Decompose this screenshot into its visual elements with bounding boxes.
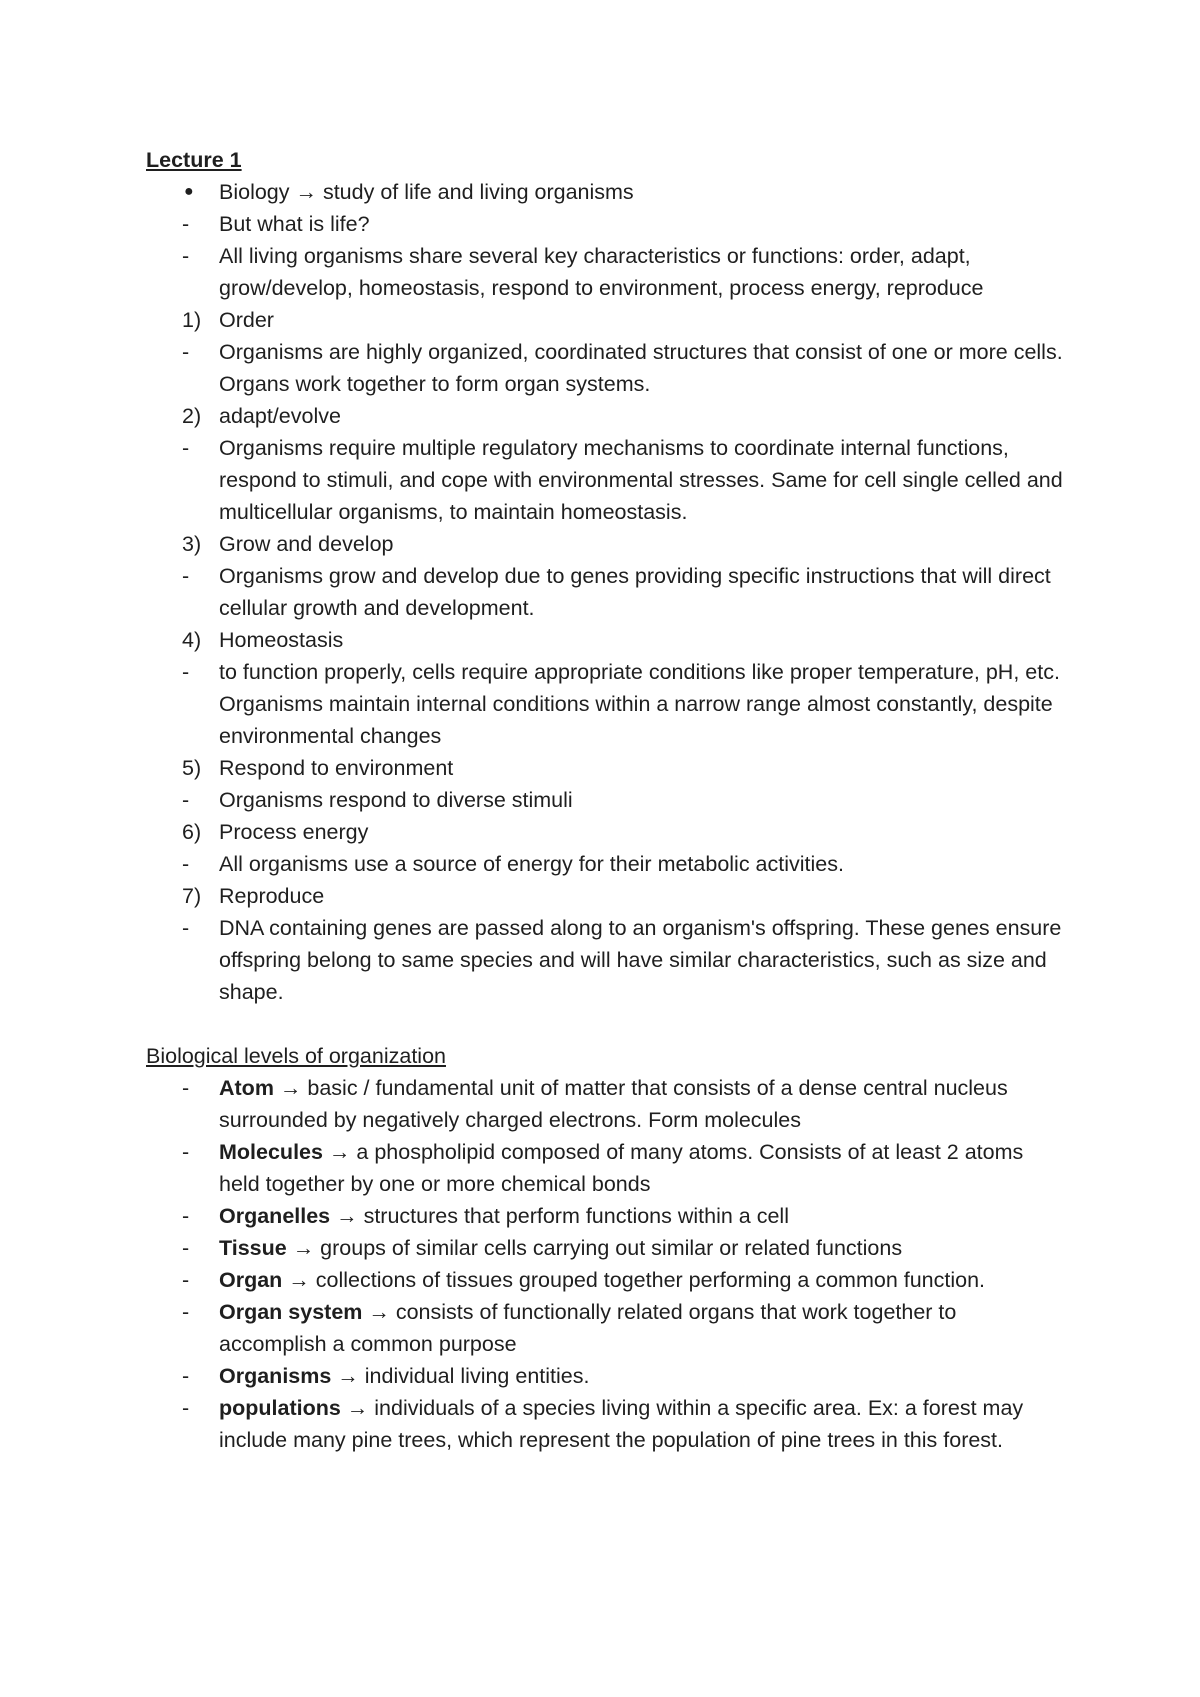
list-item [146, 1136, 1066, 1200]
list-item-text: Organisms are highly organized, coordinated structures that consist of one or more cells. Organs work together to form organ systems. [219, 340, 1063, 396]
list-item [146, 1360, 1066, 1392]
list-marker: 1) [182, 308, 202, 332]
levels-title: Biological levels of organization [146, 1044, 446, 1068]
term-label: Molecules [219, 1140, 323, 1164]
term-definition: → groups of similar cells carrying out similar or related functions [286, 1236, 903, 1260]
list-item [146, 784, 1066, 816]
list-item-text: Grow and develop [219, 532, 394, 556]
term-definition: → structures that perform functions within a cell [330, 1204, 789, 1228]
term-definition: → individuals of a species living within a specific area. Ex: a forest may include many pine trees, which represent the population of pine trees in this forest. [219, 1396, 1024, 1452]
term-label: Organ [219, 1268, 283, 1292]
list-item [146, 624, 1066, 656]
list-marker: - [182, 1268, 190, 1292]
term-definition: → basic / fundamental unit of matter that consists of a dense central nucleus surrounded by negatively charged electrons. Form molecules [219, 1076, 1008, 1132]
document-page [146, 144, 1066, 1456]
list-marker: - [182, 436, 190, 460]
list-item [146, 912, 1066, 1008]
list-marker: - [182, 1204, 190, 1228]
list-marker: - [182, 340, 190, 364]
list-item-text: Organisms grow and develop due to genes providing specific instructions that will direct cellular growth and development. [219, 564, 1051, 620]
list-item [146, 880, 1066, 912]
list-item-text [219, 1296, 1066, 1360]
list-marker: - [182, 564, 190, 588]
list-marker: - [182, 1364, 190, 1388]
term-label: Atom [219, 1076, 274, 1100]
lecture-list [146, 176, 1066, 1008]
list-marker: 6) [182, 820, 202, 844]
term-definition: → individual living entities. [331, 1364, 590, 1388]
term-definition: → collections of tissues grouped together performing a common function. [282, 1268, 986, 1292]
list-item [146, 432, 1066, 528]
list-marker: 3) [182, 532, 202, 556]
list-item [146, 400, 1066, 432]
list-item-text [219, 1264, 1066, 1296]
list-item-text: Organisms require multiple regulatory mechanisms to coordinate internal functions, respond to stimuli, and cope with environmental stresses. Same for cell single celled and multicellular organisms, to maintain homeostasis. [219, 436, 1063, 524]
list-item [146, 560, 1066, 624]
list-item-text: All living organisms share several key characteristics or functions: order, adapt, grow/develop, homeostasis, respond to environment, process energy, reproduce [219, 244, 984, 300]
term-label: Organisms [219, 1364, 332, 1388]
list-item-text: Homeostasis [219, 628, 344, 652]
list-item-text: Respond to environment [219, 756, 454, 780]
list-marker: 2) [182, 404, 202, 428]
list-item-text: Order [219, 308, 274, 332]
list-item-text [219, 1072, 1066, 1136]
list-item [146, 656, 1066, 752]
lecture-title: Lecture 1 [146, 148, 242, 172]
list-item [146, 208, 1066, 240]
list-marker: - [182, 852, 190, 876]
list-item-text: Biology → study of life and living organisms [219, 180, 634, 204]
list-item [146, 304, 1066, 336]
list-item-text: Process energy [219, 820, 369, 844]
term-label: populations [219, 1396, 341, 1420]
list-item [146, 336, 1066, 400]
list-item-text: Reproduce [219, 884, 325, 908]
list-item [146, 1296, 1066, 1360]
list-item-text [219, 1232, 1066, 1264]
list-item-text: All organisms use a source of energy for their metabolic activities. [219, 852, 844, 876]
list-item [146, 816, 1066, 848]
list-item [146, 240, 1066, 304]
term-definition: → consists of functionally related organs that work together to accomplish a common purpose [219, 1300, 957, 1356]
list-marker: 4) [182, 628, 202, 652]
list-marker: - [182, 1396, 190, 1420]
list-item [146, 1072, 1066, 1136]
list-item [146, 1392, 1066, 1456]
term-label: Tissue [219, 1236, 287, 1260]
list-marker: - [182, 660, 190, 684]
list-item-text: DNA containing genes are passed along to an organism's offspring. These genes ensure offspring belong to same species and will have similar characteristics, such as size and shape. [219, 916, 1062, 1004]
list-item-text: Organisms respond to diverse stimuli [219, 788, 573, 812]
list-item [146, 1232, 1066, 1264]
list-marker: - [182, 1076, 190, 1100]
levels-list [146, 1072, 1066, 1456]
term-label: Organ system [219, 1300, 363, 1324]
list-item [146, 1264, 1066, 1296]
list-marker: - [182, 212, 190, 236]
list-item-text [219, 1392, 1066, 1456]
term-label: Organelles [219, 1204, 331, 1228]
list-marker: ● [184, 183, 194, 200]
list-item [146, 528, 1066, 560]
list-marker: 5) [182, 756, 202, 780]
list-item [146, 176, 1066, 208]
list-item [146, 752, 1066, 784]
list-item-text [219, 1360, 1066, 1392]
list-item [146, 848, 1066, 880]
list-item [146, 1200, 1066, 1232]
list-marker: - [182, 916, 190, 940]
list-marker: - [182, 244, 190, 268]
list-item-text: adapt/evolve [219, 404, 341, 428]
list-item-text [219, 1200, 1066, 1232]
term-definition: → a phospholipid composed of many atoms. Consists of at least 2 atoms held together by one or more chemical bonds [219, 1140, 1024, 1196]
list-item-text: But what is life? [219, 212, 370, 236]
list-marker: - [182, 1140, 190, 1164]
list-marker: - [182, 1300, 190, 1324]
list-item-text: to function properly, cells require appropriate conditions like proper temperature, pH, etc. Organisms maintain internal conditions within a narrow range almost constantly, despite environmental changes [219, 660, 1060, 748]
list-item-text [219, 1136, 1066, 1200]
list-marker: - [182, 788, 190, 812]
list-marker: - [182, 1236, 190, 1260]
list-marker: 7) [182, 884, 202, 908]
